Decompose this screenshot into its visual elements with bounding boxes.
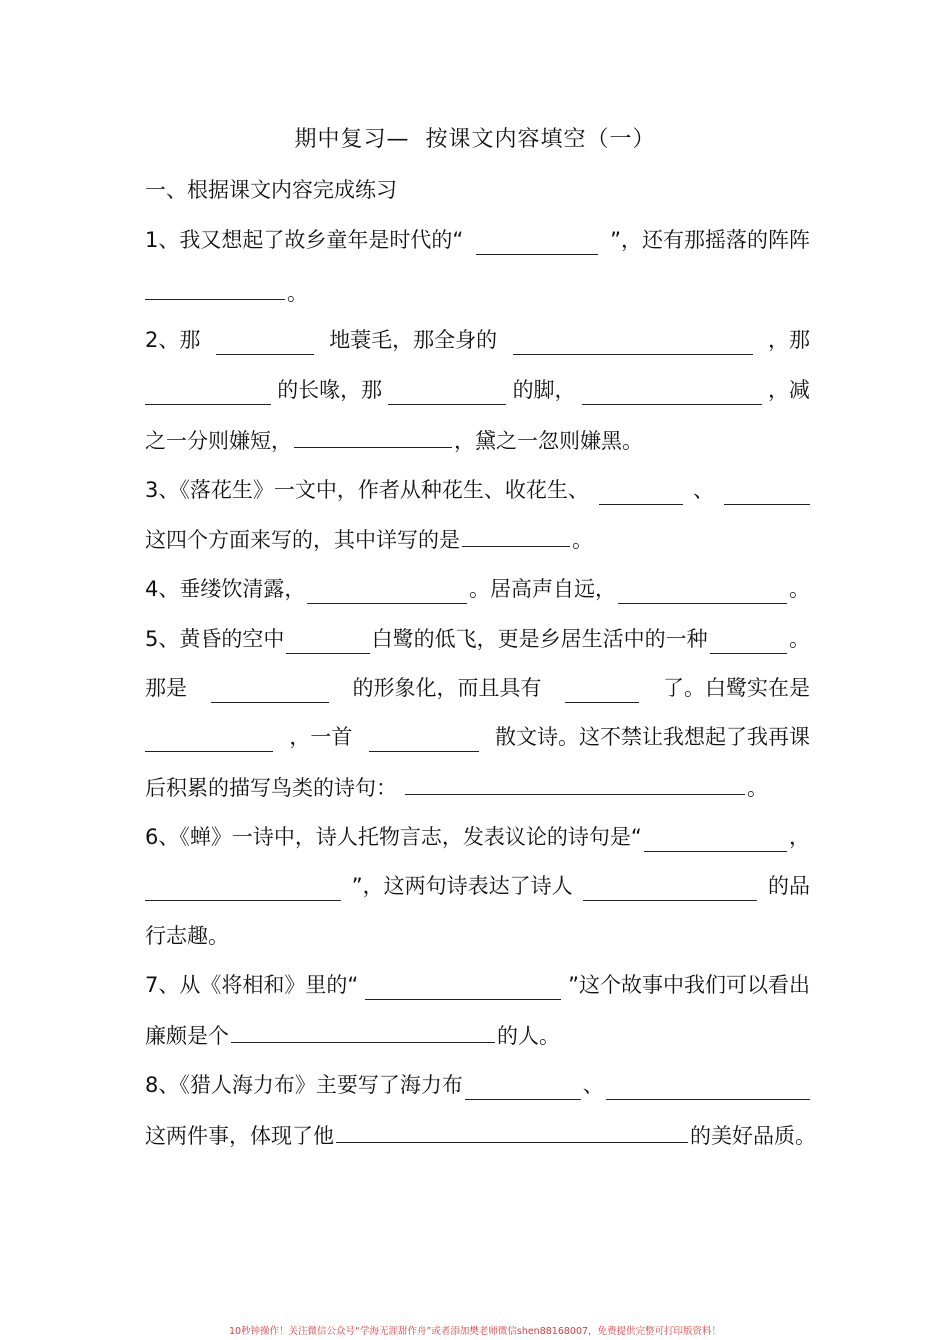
q7-text-c: 廉颇是个: [145, 1024, 229, 1048]
q2-line-1: [145, 325, 810, 355]
q2-text-e: 的脚，: [512, 378, 576, 402]
q8-text-b: 、: [582, 1073, 604, 1097]
q7-line-2: [145, 1020, 810, 1050]
q7-text-b: ”这个故事中我们可以看出: [568, 973, 810, 997]
q3-text-c: 这四个方面来写的，其中详写的是: [145, 528, 460, 552]
page-title: 期中复习— 按课文内容填空（一）: [294, 127, 656, 152]
q2-line-3: [145, 425, 810, 455]
q3-blank-2[interactable]: [724, 482, 810, 505]
q2-text-h: ，黛之一忽则嫌黑。: [454, 429, 643, 453]
q4-line-1: [145, 574, 810, 604]
q5-blank-1[interactable]: [286, 631, 369, 654]
q5-blank-4[interactable]: [565, 680, 639, 703]
q4-text-a: 4、垂缕饮清露，: [145, 577, 306, 601]
footer-promo-text: 10秒钟操作！关注微信公众号“学海无涯甜作舟”或者添加樊老师微信shen88168007，免费提供完整可打印版资料！: [228, 1326, 722, 1337]
q5-blank-6[interactable]: [369, 729, 479, 752]
q5-text-g: ，一首: [289, 725, 353, 749]
q2-text-a: 2、那: [145, 328, 201, 352]
q2-text-d: 的长喙，那: [277, 378, 383, 402]
q6-text-b: ，: [789, 825, 810, 849]
q3-line-2: [145, 524, 810, 554]
q1-text-a: 1、我又想起了故乡童年是时代的“: [145, 228, 464, 252]
q5-text-a: 5、黄昏的空中: [145, 627, 285, 651]
q7-blank-1[interactable]: [365, 977, 561, 1000]
section-heading: 一、根据课文内容完成练习: [145, 178, 397, 202]
q4-blank-2[interactable]: [618, 581, 787, 604]
q2-blank-5[interactable]: [582, 382, 762, 405]
q7-text-d: 的人。: [497, 1024, 560, 1048]
q2-blank-3[interactable]: [145, 382, 271, 405]
q5-blank-3[interactable]: [211, 680, 329, 703]
q6-text-e: 行志趣。: [145, 924, 229, 948]
q5-line-1: [145, 624, 810, 654]
q3-blank-3[interactable]: [462, 524, 570, 547]
q3-blank-1[interactable]: [599, 482, 683, 505]
q6-blank-1[interactable]: [644, 829, 787, 852]
q3-text-a: 3、《落花生》一文中，作者从种花生、收花生、: [145, 478, 589, 502]
q6-text-c: ”，这两句诗表达了诗人: [351, 874, 573, 898]
q8-line-1: [145, 1070, 810, 1100]
q5-line-4: [145, 772, 810, 802]
q5-blank-2[interactable]: [710, 631, 787, 654]
q5-line-3: [145, 722, 810, 752]
q7-line-1: [145, 970, 810, 1000]
q7-blank-2[interactable]: [231, 1020, 495, 1043]
q5-text-b: 白鹭的低飞，更是乡居生活中的一种: [371, 627, 708, 651]
q3-line-1: [145, 475, 810, 505]
q8-blank-1[interactable]: [465, 1077, 581, 1100]
q2-text-f: ，减: [767, 378, 810, 402]
q5-text-d: 那是: [145, 676, 187, 700]
q5-text-j: 。: [747, 776, 768, 800]
q5-text-e: 的形象化，而且具有: [352, 676, 542, 700]
q3-text-d: 。: [572, 528, 593, 552]
q1-blank-1[interactable]: [476, 232, 598, 255]
q8-blank-2[interactable]: [606, 1077, 810, 1100]
q8-line-2: [145, 1120, 816, 1150]
q2-blank-1[interactable]: [216, 332, 314, 355]
q5-blank-7[interactable]: [405, 772, 745, 795]
q2-line-2: [145, 375, 810, 405]
q1-line-2: [145, 277, 810, 307]
q2-text-g: 之一分则嫌短，: [145, 429, 292, 453]
q7-text-a: 7、从《将相和》里的“: [145, 973, 359, 997]
q3-text-b: 、: [692, 478, 714, 502]
q2-text-c: ，那: [768, 328, 810, 352]
q2-blank-4[interactable]: [388, 382, 506, 405]
q2-text-b: 地蓑毛，那全身的: [329, 328, 498, 352]
q5-text-i: 后积累的描写鸟类的诗句：: [145, 776, 397, 800]
q8-text-d: 的美好品质。: [690, 1124, 816, 1148]
q1-text-b: ”，还有那摇落的阵阵: [610, 228, 810, 252]
q5-line-2: [145, 673, 810, 703]
q8-blank-3[interactable]: [336, 1120, 688, 1143]
q5-blank-5[interactable]: [145, 729, 273, 752]
q5-text-c: 。: [789, 627, 810, 651]
q5-text-f: 了。白鹭实在是: [663, 676, 810, 700]
q8-text-a: 8、《猎人海力布》主要写了海力布: [145, 1073, 463, 1097]
q1-line-1: [145, 225, 810, 255]
q2-blank-2[interactable]: [513, 332, 753, 355]
q6-line-1: [145, 822, 810, 852]
q6-blank-2[interactable]: [145, 878, 341, 901]
q6-line-3: [145, 921, 810, 951]
q1-blank-2[interactable]: [145, 277, 285, 300]
q6-text-a: 6、《蝉》一诗中，诗人托物言志，发表议论的诗句是“: [145, 825, 642, 849]
q5-text-h: 散文诗。这不禁让我想起了我再课: [494, 725, 810, 749]
q6-line-2: [145, 871, 810, 901]
q6-blank-3[interactable]: [583, 878, 757, 901]
q4-text-c: 。: [789, 577, 810, 601]
q4-blank-1[interactable]: [307, 581, 467, 604]
q6-text-d: 的品: [768, 874, 810, 898]
q8-text-c: 这两件事，体现了他: [145, 1124, 334, 1148]
q4-text-b: 。居高声自远，: [469, 577, 616, 601]
q2-blank-6[interactable]: [294, 425, 452, 448]
q1-text-c: 。: [287, 281, 308, 305]
